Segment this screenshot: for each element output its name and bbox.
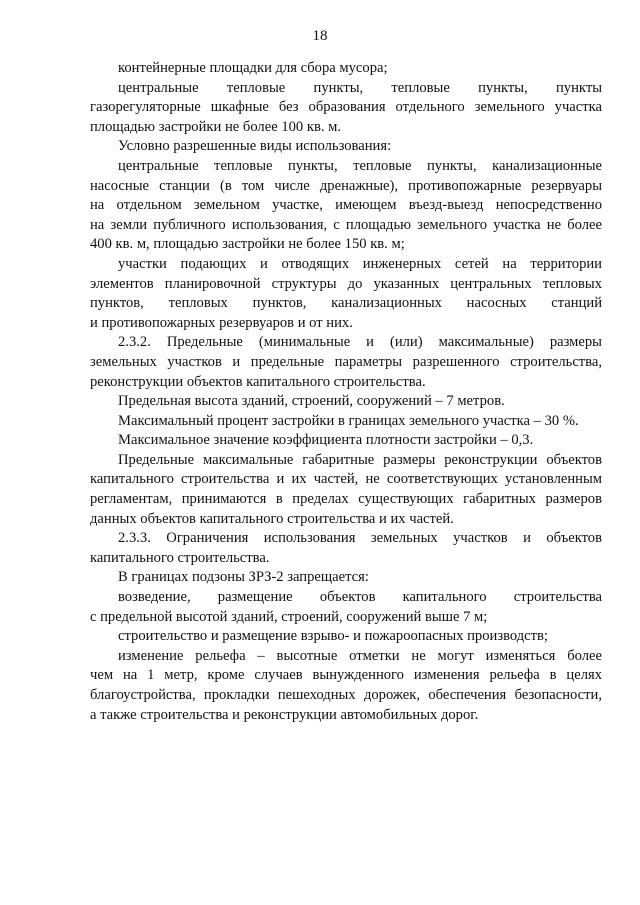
text-line: возведение, размещение объектов капитального строительства — [118, 589, 602, 606]
paragraph — [90, 157, 602, 255]
paragraph — [90, 588, 602, 627]
text-line: Максимальный процент застройки в границах земельного участка – 30 %. — [118, 412, 579, 429]
text-line: Предельные максимальные габаритные размеры реконструкции объектов — [118, 451, 602, 468]
paragraph — [90, 137, 602, 157]
paragraph — [90, 333, 602, 392]
text-line: газорегуляторные шкафные без образования отдельного земельного участка — [90, 99, 602, 116]
text-line: элементов планировочной структуры до указанных центральных тепловых — [90, 275, 602, 292]
text-line: капитального строительства и их частей, не соответствующих установленным — [90, 471, 602, 488]
text-line: насосные станции (в том числе дренажные), противопожарные резервуары — [90, 177, 602, 194]
text-line: В границах подзоны ЗРЗ-2 запрещается: — [118, 569, 369, 586]
text-line: Условно разрешенные виды использования: — [118, 138, 392, 155]
text-line: участки подающих и отводящих инженерных сетей на территории — [118, 255, 602, 272]
text-line: на отдельном земельном участке, имеющем въезд-выезд непосредственно — [90, 197, 602, 214]
paragraph — [90, 79, 602, 138]
text-line: капитального строительства. — [90, 549, 270, 566]
text-line: 2.3.2. Предельные (минимальные и (или) максимальные) размеры — [118, 334, 602, 351]
text-line: центральные тепловые пункты, тепловые пункты, канализационные — [118, 157, 602, 174]
document-body — [90, 59, 602, 725]
text-line: а также строительства и реконструкции автомобильных дорог. — [90, 706, 479, 723]
text-line: и противопожарных резервуаров и от них. — [90, 314, 353, 331]
text-line: центральные тепловые пункты, тепловые пункты, пункты — [118, 79, 602, 96]
paragraph — [90, 647, 602, 725]
text-line: земельных участков и предельные параметры разрешенного строительства, — [90, 353, 602, 370]
paragraph — [90, 529, 602, 568]
paragraph — [90, 451, 602, 529]
page-number: 18 — [312, 28, 328, 44]
text-line: благоустройства, прокладки пешеходных дорожек, обеспечения безопасности, — [90, 687, 602, 703]
text-line: Максимальное значение коэффициента плотности застройки – 0,3. — [118, 432, 534, 449]
paragraph — [90, 627, 602, 647]
paragraph — [90, 255, 602, 333]
paragraph — [90, 431, 602, 451]
paragraph — [90, 59, 602, 79]
text-line: 400 кв. м, площадью застройки не более 150 кв. м; — [90, 236, 405, 253]
text-line: строительство и размещение взрыво- и пожароопасных производств; — [118, 628, 548, 645]
paragraph — [90, 392, 602, 412]
text-line: 2.3.3. Ограничения использования земельных участков и объектов — [118, 530, 602, 547]
text-line: реконструкции объектов капитального строительства. — [90, 373, 426, 390]
text-line: Предельная высота зданий, строений, сооружений – 7 метров. — [118, 393, 505, 410]
text-line: регламентам, принимаются в пределах существующих габаритных размеров — [90, 491, 602, 508]
text-line: изменение рельефа – высотные отметки не могут изменяться более — [118, 647, 602, 664]
text-line: пунктов, тепловых пунктов, канализационных насосных станций — [90, 295, 602, 312]
text-line: данных объектов капитального строительства и их частей. — [90, 510, 454, 527]
paragraph — [90, 568, 602, 588]
text-line: контейнерные площадки для сбора мусора; — [118, 60, 388, 76]
text-line: чем на 1 метр, кроме случаев вынужденного изменения рельефа в целях — [90, 667, 602, 684]
text-line: площадью застройки не более 100 кв. м. — [90, 118, 342, 135]
paragraph — [90, 412, 602, 432]
text-line: с предельной высотой зданий, строений, сооружений выше 7 м; — [90, 608, 488, 625]
text-line: на земли публичного использования, с площадью земельного участка не более — [90, 216, 602, 233]
